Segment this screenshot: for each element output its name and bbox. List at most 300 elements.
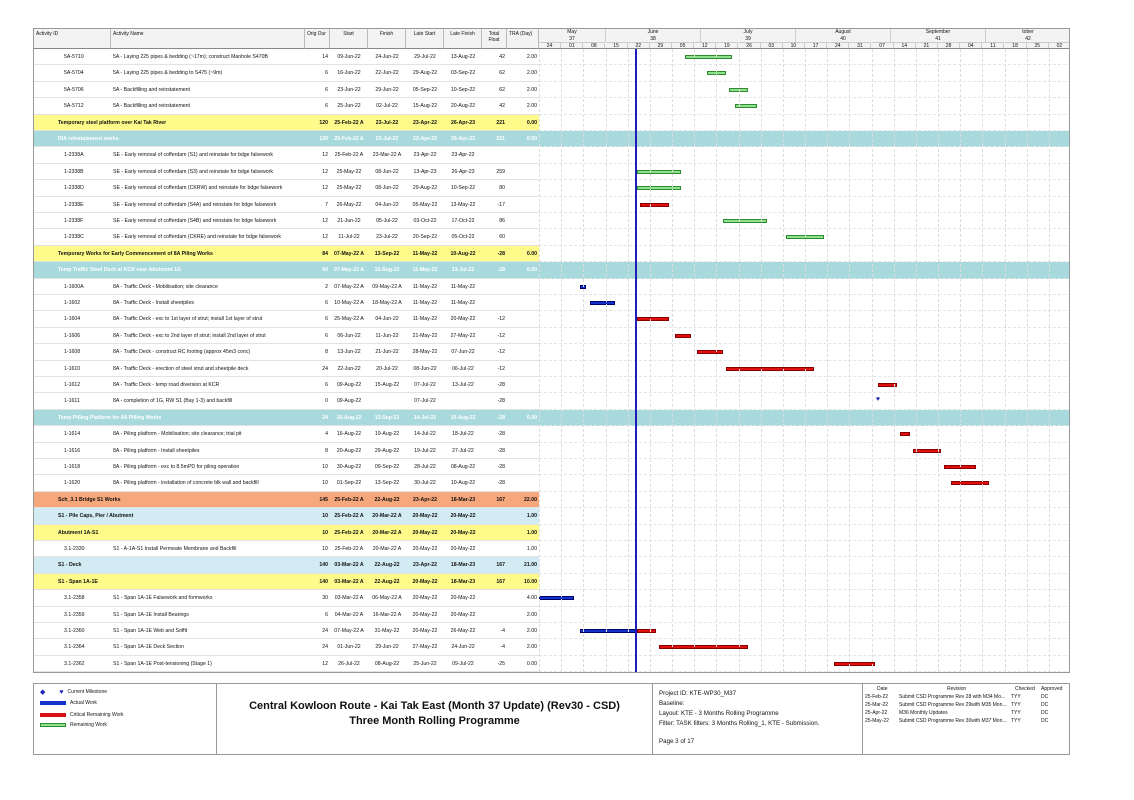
- wbs-summary-row[interactable]: [34, 492, 539, 508]
- cell-name: 8A - completion of 1G, RW S1 (Bay 1-3) and backfill: [113, 398, 233, 405]
- cell-finish: 11-Jun-22: [375, 332, 399, 339]
- cell-name: 8A - Piling platform - Install sheetpiles: [113, 447, 200, 454]
- remaining-work-bar[interactable]: [637, 170, 681, 174]
- activity-row[interactable]: [34, 147, 539, 163]
- cell-name: 8A - Piling platform - installation of concrete blk wall and backfill: [113, 480, 259, 487]
- cell-dur: 12: [322, 218, 328, 224]
- cell-id: 1-1602: [64, 300, 81, 306]
- cell-start: 11-Jul-22: [338, 234, 360, 241]
- report-title: Central Kowloon Route - Kai Tak East (Month 37 Update) (Rev30 - CSD): [249, 700, 620, 712]
- cell-tf: -12: [497, 332, 505, 339]
- cell-ls: 20-May-22: [412, 611, 438, 618]
- day-tick-label: 02: [1049, 42, 1070, 49]
- cell-dur: 10: [322, 480, 328, 487]
- cell-ls: 05-Sep-22: [412, 86, 438, 93]
- critical-work-bar[interactable]: [675, 334, 691, 338]
- cell-start: 16-Aug-22: [336, 431, 362, 438]
- cell-dur: 6: [325, 316, 328, 323]
- cell-tra: [507, 180, 539, 195]
- cell-start: 25-Jun-22: [337, 103, 361, 110]
- cell-dur: 6: [325, 103, 328, 110]
- cell-finish: 19-Aug-22: [374, 431, 400, 438]
- cell-tf: -28: [497, 267, 505, 274]
- cell-tra: [507, 213, 539, 228]
- col-start[interactable]: Start: [330, 29, 368, 49]
- cell-ls: 14-Jul-22: [413, 414, 437, 421]
- cell-tra: [507, 377, 539, 392]
- cell-id: 1-1618: [64, 464, 81, 470]
- cell-finish: 04-Jun-22: [375, 316, 399, 323]
- legend-critical: Critical Remaining Work: [40, 712, 124, 718]
- cell-tra: 2.00: [526, 103, 537, 110]
- gridline: [694, 49, 695, 672]
- rev-cell-date: 25-Apr-22: [865, 710, 888, 716]
- cell-ls: 25-Jun-22: [413, 660, 437, 667]
- month-label: June: [606, 29, 701, 36]
- gridline: [938, 49, 939, 672]
- cell-start: 07-May-22 A: [333, 250, 365, 257]
- cell-dur: 120: [319, 136, 328, 142]
- cell-lf: 10-Sep-22: [450, 185, 476, 192]
- cell-lf: 26-Apr-23: [451, 168, 475, 175]
- cell-dur: 0: [325, 398, 328, 405]
- cell-ls: 28-May-22: [412, 349, 438, 356]
- cell-start: 25-Feb-22 A: [334, 152, 364, 159]
- rev-cell-date: 25-Feb-22: [865, 694, 889, 700]
- cell-ls: 11-May-22: [412, 250, 438, 257]
- wbs-summary-row[interactable]: [34, 508, 539, 524]
- gridline: [672, 49, 673, 672]
- col-late-finish[interactable]: Late Finish: [444, 29, 482, 49]
- cell-name: S1 - Pile Caps, Pier / Abutment: [58, 513, 134, 520]
- cell-ls: 20-May-22: [412, 628, 438, 634]
- activity-row[interactable]: [34, 295, 539, 311]
- gridline: [827, 49, 828, 672]
- activity-row[interactable]: [34, 279, 539, 295]
- cell-name: Temp Pilling Platform for 8A Pilling Works: [58, 414, 162, 421]
- cell-ls: 20-May-22: [412, 513, 438, 520]
- cell-tra: 1.00: [526, 546, 537, 552]
- cell-tra: [507, 443, 539, 458]
- critical-work-bar[interactable]: [637, 317, 669, 321]
- cell-tf: -12: [497, 365, 505, 372]
- footer: [33, 683, 1070, 755]
- activity-row[interactable]: [34, 377, 539, 393]
- cell-id: 1-2338D: [64, 185, 84, 192]
- remaining-work-bar[interactable]: [637, 186, 681, 190]
- activity-row[interactable]: [34, 82, 539, 98]
- cell-dur: 12: [322, 234, 328, 241]
- cell-tra: [507, 279, 539, 294]
- cell-ls: 05-May-22: [412, 201, 438, 208]
- cell-tf: 221: [496, 136, 505, 142]
- cell-tf: -28: [497, 398, 505, 405]
- activity-row[interactable]: [34, 180, 539, 196]
- cell-lf: 11-May-22: [450, 300, 476, 306]
- activity-row[interactable]: [34, 98, 539, 114]
- cell-tra: 2.00: [526, 70, 537, 77]
- cell-start: 21-Jun-22: [337, 218, 361, 224]
- cell-name: Temporary Works for Early Commencement of 8A Piling Works: [58, 250, 213, 257]
- cell-lf: 24-Jun-22: [451, 644, 475, 651]
- cell-finish: 23-Jul-22: [376, 234, 398, 241]
- cell-id: 1-1616: [64, 447, 81, 454]
- cell-lf: 18-Jul-22: [452, 431, 474, 438]
- activity-row[interactable]: [34, 639, 539, 655]
- col-orig-dur[interactable]: Orig Dur: [305, 29, 330, 49]
- rev-cell-chk: TYY: [1011, 702, 1021, 708]
- cell-dur: 8: [325, 349, 328, 356]
- cell-start: 25-May-22: [336, 185, 362, 192]
- critical-bar-icon: [40, 713, 66, 717]
- activity-row[interactable]: [34, 590, 539, 606]
- cell-name: SE - Early removal of cofferdam (S3) and reinstate for bdge falsework: [113, 168, 273, 175]
- cell-tf: -17: [497, 201, 505, 208]
- cell-dur: 10: [322, 513, 328, 520]
- cell-start: 03-Mar-22 A: [334, 595, 364, 602]
- cell-tra: 0.00: [526, 414, 537, 421]
- wbs-summary-row[interactable]: [34, 115, 539, 131]
- cell-tf: 80: [499, 185, 505, 192]
- cell-finish: 08-Jun-22: [375, 185, 399, 192]
- cell-lf: 05-Oct-22: [451, 234, 475, 241]
- cell-dur: 2: [325, 283, 328, 290]
- actual-work-bar[interactable]: [590, 301, 615, 305]
- cell-lf: 20-May-22: [450, 595, 476, 602]
- cell-finish: 22-Jun-22: [375, 70, 399, 77]
- cell-dur: 84: [322, 250, 328, 257]
- cell-dur: 4: [325, 431, 328, 438]
- cell-dur: 6: [325, 300, 328, 306]
- cell-id: 1-2338B: [64, 168, 84, 175]
- activity-row[interactable]: [34, 229, 539, 245]
- cell-name: S1 - Span 1A-1E Deck Section: [113, 644, 184, 651]
- cell-id: 1-2338A: [64, 152, 84, 159]
- legend-remaining: Remaining Work: [40, 722, 107, 728]
- activity-row[interactable]: [34, 344, 539, 360]
- cell-name: 8A - Traffic Deck - exc to 2nd layer of strut; install 2nd layer of strut: [113, 332, 266, 339]
- col-finish[interactable]: Finish: [368, 29, 406, 49]
- cell-id: 1-2338E: [64, 201, 84, 208]
- rev-header-checked: Checked: [1015, 686, 1035, 692]
- cell-ls: 07-Jul-22: [414, 398, 436, 405]
- cell-start: 25-Feb-22 A: [334, 119, 364, 126]
- data-date-line: [635, 49, 637, 672]
- activity-row[interactable]: [34, 164, 539, 180]
- cell-tf: -12: [497, 316, 505, 323]
- cell-ls: 29-Aug-22: [412, 70, 438, 77]
- cell-id: 1-1606: [64, 332, 81, 339]
- activity-row[interactable]: [34, 459, 539, 475]
- cell-finish: 22-Aug-22: [374, 496, 400, 503]
- gridline: [982, 49, 983, 672]
- activity-row[interactable]: [34, 65, 539, 81]
- activity-row[interactable]: [34, 656, 539, 672]
- cell-tra: [507, 328, 539, 343]
- day-tick-label: 10: [783, 42, 805, 49]
- diamond-icon: ◆: [40, 689, 46, 696]
- cell-finish: 16-Mar-22 A: [372, 611, 402, 618]
- activity-row[interactable]: [34, 393, 539, 409]
- cell-tf: [482, 607, 507, 622]
- cell-tf: -4: [500, 628, 505, 634]
- cell-dur: 12: [322, 152, 328, 159]
- cell-name: 8A - Traffic Deck - erection of steel strut and sheetpile deck: [113, 365, 249, 372]
- cell-id: 1-1600A: [64, 283, 84, 290]
- wbs-summary-row[interactable]: [34, 246, 539, 262]
- cell-name: 8A - Traffic Deck - Mobilisation; site clearance: [113, 283, 218, 290]
- milestone-icon[interactable]: ♥: [875, 396, 880, 404]
- cell-name: 5A - Laying 225 pipes & bedding to S475 (~9m): [113, 70, 223, 77]
- critical-work-bar[interactable]: [637, 629, 656, 633]
- rev-cell-chk: TYY: [1011, 710, 1021, 716]
- cell-finish: 23-Mar-22 A: [372, 152, 402, 159]
- cell-start: 01-Sep-22: [336, 480, 362, 487]
- cell-tf: 167: [496, 562, 505, 569]
- cell-dur: 8: [325, 447, 328, 454]
- remaining-work-bar[interactable]: [685, 55, 733, 59]
- cell-finish: 29-Jun-22: [375, 86, 399, 93]
- actual-bar-icon: [40, 701, 66, 705]
- day-tick-label: 18: [1005, 42, 1027, 49]
- cell-lf: 20-May-22: [450, 529, 476, 536]
- cell-dur: 60: [322, 267, 328, 274]
- cell-finish: 23-Jul-22: [375, 136, 399, 142]
- cell-name: 8A - Traffic Deck - Install sheetpiles: [113, 300, 194, 306]
- cell-finish: 20-Mar-22 A: [372, 546, 402, 552]
- activity-row[interactable]: [34, 607, 539, 623]
- cell-lf: 13-May-22: [450, 201, 476, 208]
- cell-ls: 13-Apr-23: [413, 168, 437, 175]
- cell-finish: 22-Aug-22: [374, 562, 400, 569]
- filter-name: Filter: TASK filters: 3 Months Rolling_1, KTE - Submission.: [659, 720, 820, 727]
- wbs-summary-row[interactable]: [34, 131, 539, 147]
- cell-ls: 14-Jul-22: [414, 431, 436, 438]
- cell-finish: 15-Aug-22: [374, 267, 400, 274]
- week-label: 39: [701, 36, 796, 42]
- cell-tra: 2.00: [526, 644, 537, 651]
- critical-work-bar[interactable]: [834, 662, 875, 666]
- cell-dur: 6: [325, 86, 328, 93]
- cell-finish: 18-May-22 A: [372, 300, 402, 306]
- cell-start: 16-Jun-22: [337, 70, 361, 77]
- cell-tra: [507, 361, 539, 376]
- activity-row[interactable]: [34, 475, 539, 491]
- critical-work-bar[interactable]: [913, 449, 942, 453]
- day-tick-label: 12: [694, 42, 716, 49]
- cell-id: 3.1-2330: [64, 546, 85, 552]
- cell-start: 07-May-22 A: [334, 628, 364, 634]
- cell-start: 07-May-22 A: [333, 267, 365, 274]
- cell-lf: 10-Aug-22: [450, 250, 476, 257]
- cell-lf: 18-Mar-23: [450, 578, 476, 585]
- cell-name: S1 - Span 1A-1E Web and Soffit: [113, 628, 188, 634]
- cell-ls: 19-Jul-22: [414, 447, 436, 454]
- cell-lf: 07-Jun-22: [451, 349, 475, 356]
- cell-id: 5A-5704: [64, 70, 84, 77]
- rev-cell-date: 25-Mar-22: [865, 702, 889, 708]
- activity-row[interactable]: [34, 426, 539, 442]
- cell-ls: 23-Apr-22: [413, 496, 437, 503]
- actual-work-bar[interactable]: [539, 596, 574, 600]
- cell-start: 25-Feb-22 A: [334, 136, 364, 142]
- critical-work-bar[interactable]: [640, 203, 669, 207]
- timescale-header: [539, 29, 1070, 49]
- cell-tra: [507, 229, 539, 244]
- gridline: [761, 49, 762, 672]
- rev-cell-chk: TYY: [1011, 718, 1021, 724]
- cell-start: 03-Mar-22 A: [334, 578, 364, 585]
- gridline: [606, 49, 607, 672]
- wbs-summary-row[interactable]: [34, 574, 539, 590]
- cell-tra: [507, 147, 539, 162]
- activity-row[interactable]: [34, 541, 539, 557]
- col-activity-name[interactable]: Activity Name: [111, 29, 305, 49]
- cell-tf: [482, 279, 507, 294]
- cell-tf: -28: [497, 480, 505, 487]
- cell-name: SE - Early removal of cofferdam (S1) and reinstate for bdge falsework: [113, 152, 273, 159]
- col-total-float[interactable]: Total Float: [482, 29, 507, 49]
- activity-row[interactable]: [34, 197, 539, 213]
- cell-lf: 17-Oct-22: [451, 218, 475, 224]
- cell-name: 8A - Traffic Deck - exc to 1st layer of strut; install 1st layer of strut: [113, 316, 263, 323]
- cell-dur: 145: [319, 496, 328, 503]
- cell-dur: 12: [322, 660, 328, 667]
- cell-tra: [507, 311, 539, 326]
- cell-name: Temporary steel platform over Kai Tak River: [58, 119, 167, 126]
- legend-milestone: ◆ ♥ Current Milestone: [40, 688, 108, 696]
- cell-id: 1-2338C: [64, 234, 84, 241]
- cell-ls: 23-Apr-22: [413, 136, 437, 142]
- cell-lf: 18-Mar-23: [450, 496, 476, 503]
- legend-actual: Actual Work: [40, 700, 97, 706]
- cell-ls: 23-Apr-22: [413, 119, 437, 126]
- activity-row[interactable]: [34, 311, 539, 327]
- week-label: 37: [539, 36, 606, 42]
- project-id: Project ID: KTE-WP30_M37: [659, 690, 737, 697]
- cell-lf: 13-Aug-22: [450, 54, 476, 60]
- cell-ls: 15-Aug-22: [412, 103, 438, 110]
- cell-tra: 0.00: [526, 660, 537, 667]
- cell-tf: 42: [499, 54, 505, 60]
- cell-ls: 11-May-22: [412, 283, 438, 290]
- cell-id: 5A-5710: [64, 54, 84, 60]
- gridline: [849, 49, 850, 672]
- cell-finish: 15-Aug-22: [374, 382, 400, 388]
- remaining-bar-icon: [40, 723, 66, 727]
- cell-finish: 13-Sep-22: [374, 480, 400, 487]
- activity-row[interactable]: [34, 623, 539, 639]
- month-label: September: [891, 29, 986, 36]
- cell-finish: 20-Jul-22: [376, 365, 398, 372]
- day-tick-label: 07: [872, 42, 894, 49]
- wbs-summary-row[interactable]: [34, 410, 539, 426]
- cell-dur: 10: [322, 464, 328, 470]
- wbs-summary-row[interactable]: [34, 525, 539, 541]
- cell-tf: -12: [497, 349, 505, 356]
- cell-start: 13-Jun-22: [337, 349, 361, 356]
- wbs-summary-row[interactable]: [34, 557, 539, 573]
- cell-lf: [444, 393, 482, 408]
- cell-dur: 10: [322, 546, 328, 552]
- cell-lf: 26-May-22: [450, 628, 476, 634]
- project-info-box: [653, 684, 863, 754]
- cell-dur: 24: [322, 644, 328, 651]
- cell-start: 25-Feb-22 A: [334, 496, 364, 503]
- activity-row[interactable]: [34, 328, 539, 344]
- cell-lf: 20-May-22: [450, 546, 476, 552]
- cell-tf: 167: [496, 578, 505, 585]
- cell-finish: 09-May-22 A: [372, 283, 402, 290]
- cell-tra: 2.00: [526, 54, 537, 60]
- cell-name: Abutment 1A-S1: [58, 529, 99, 536]
- col-late-start[interactable]: Late Start: [406, 29, 444, 49]
- gridline: [872, 49, 873, 672]
- cell-tra: [507, 164, 539, 179]
- cell-finish: 23-Jul-22: [375, 119, 399, 126]
- cell-tra: 2.00: [526, 86, 537, 93]
- col-activity-id[interactable]: Activity ID: [34, 29, 111, 49]
- critical-work-bar[interactable]: [697, 350, 722, 354]
- rev-cell-date: 25-May-22: [865, 718, 889, 724]
- cell-tf: -4: [500, 644, 505, 651]
- cell-dur: 10: [322, 529, 328, 536]
- cell-name: SE - Early removal of cofferdam (CKRE) and reinstate for bdge falsework: [113, 234, 281, 241]
- rev-cell-app: DC: [1041, 694, 1049, 700]
- cell-tra: [507, 459, 539, 474]
- cell-start: 26-May-22: [336, 201, 362, 208]
- cell-tf: 62: [499, 86, 505, 93]
- cell-name: S1 - A-1A-S1 Install Permeate Membrane and Backfill: [113, 546, 237, 552]
- week-label: 41: [891, 36, 986, 42]
- cell-start: 09-Aug-22: [336, 382, 362, 388]
- activity-row[interactable]: [34, 213, 539, 229]
- cell-finish: 31-May-22: [374, 628, 400, 634]
- wbs-summary-row[interactable]: [34, 262, 539, 278]
- cell-name: Sch_3.1 Bridge S1 Works: [58, 496, 121, 503]
- cell-tf: [482, 147, 507, 162]
- activity-row[interactable]: [34, 361, 539, 377]
- activity-row[interactable]: [34, 443, 539, 459]
- cell-start: 03-Mar-22 A: [334, 562, 364, 569]
- cell-tra: 0.00: [526, 267, 537, 274]
- day-tick-label: 28: [938, 42, 960, 49]
- cell-finish: 09-Sep-22: [374, 464, 400, 470]
- activity-row[interactable]: [34, 49, 539, 65]
- gridline: [539, 49, 540, 672]
- cell-lf: 06-Jul-22: [452, 365, 474, 372]
- legend-box: [34, 684, 217, 754]
- cell-id: 3.1-2362: [64, 660, 85, 667]
- cell-dur: 24: [322, 414, 328, 421]
- cell-tf: [482, 590, 507, 605]
- cell-tra: 2.00: [526, 611, 537, 618]
- page-number: Page 3 of 17: [659, 738, 695, 745]
- cell-tra: 0.00: [526, 250, 537, 257]
- cell-start: 22-Jun-22: [337, 365, 361, 372]
- cell-finish: 29-Aug-22: [374, 447, 400, 454]
- cell-name: 5A - Backfilling and reinstatement: [113, 86, 190, 93]
- critical-work-bar[interactable]: [900, 432, 910, 436]
- cell-start: 25-May-22: [336, 168, 362, 175]
- col-tra[interactable]: TRA (Day): [507, 29, 539, 49]
- day-tick-label: 24: [827, 42, 849, 49]
- cell-id: 3.1-2364: [64, 644, 85, 651]
- cell-name: 8A - Traffic Deck - construct RC footing (approx 45m3 conc): [113, 349, 251, 356]
- cell-start: 25-Feb-22 A: [334, 546, 364, 552]
- cell-name: S1 - Span 1A-1E Install Bearings: [113, 611, 189, 618]
- cell-tf: 86: [499, 218, 505, 224]
